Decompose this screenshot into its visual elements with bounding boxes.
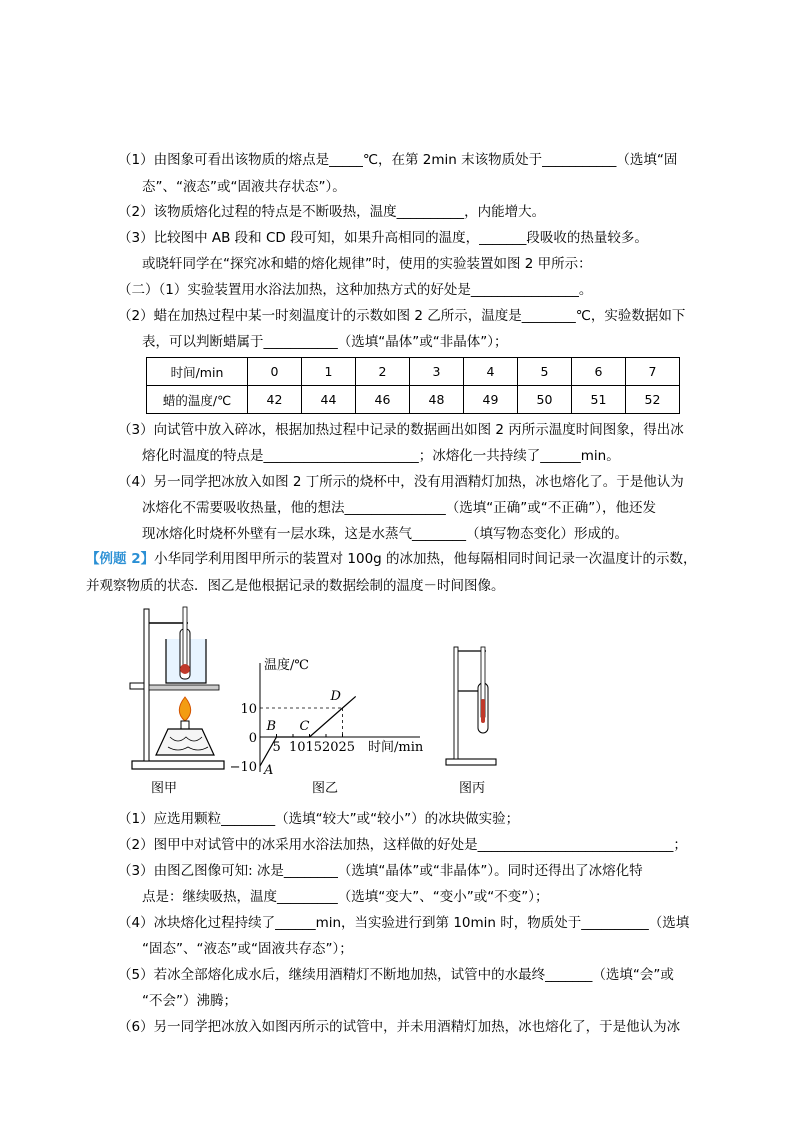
ex2-q4-line2: “固态”、“液态”或“固液共存态”）； xyxy=(142,941,353,957)
stand-base xyxy=(446,759,496,765)
y-tick-label: 0 xyxy=(248,731,257,746)
table-cell: 5 xyxy=(518,358,572,386)
y-tick-labels xyxy=(230,702,257,775)
wire-gauze xyxy=(149,685,219,690)
thermometer xyxy=(183,607,187,667)
table-cell: 4 xyxy=(464,358,518,386)
intro-line: 或晓轩同学在“探究冰和蜡的熔化规律”时，使用的实验装置如图 2 甲所示： xyxy=(142,256,592,272)
table-row xyxy=(147,358,680,386)
example2-text: 小华同学利用图甲所示的装置对 100g 的冰加热，他每隔相同时间记录一次温度计的示数， xyxy=(154,551,697,567)
table-cell: 1 xyxy=(302,358,356,386)
wick xyxy=(181,721,189,729)
p2-q3-line1: （3）向试管中放入碎冰，根据加热过程中记录的数据画出如图 2 丙所示温度时间图象，得出冰 xyxy=(118,422,684,438)
part2-q2-line2: 表，可以判断蜡属于___________（选填“晶体”或“非晶体”）； xyxy=(142,334,508,350)
x-tick-label: 10 xyxy=(289,740,306,755)
ex2-q4-line1: （4）冰块熔化过程持续了______min，当实验进行到第 10min 时，物质处于__________（选填 xyxy=(118,915,690,931)
ex2-q3-line2: 点是：继续吸热，温度_________（选填“变大”、“变小”或“不变”）； xyxy=(142,889,549,905)
ex2-q2-line: （2）图甲中对试管中的冰采用水浴法加热，这样做的好处是_____________________________； xyxy=(118,837,687,853)
caption-jia: 图甲 xyxy=(151,781,178,796)
table-cell: 48 xyxy=(410,386,464,414)
ex2-q3-line1: （3）由图乙图像可知: 冰是________（选填“晶体”或“非晶体”）。同时还得出了冰熔化特 xyxy=(118,863,643,879)
table-cell: 44 xyxy=(302,386,356,414)
temp-header: 蜡的温度/℃ xyxy=(147,386,248,414)
stand-rod xyxy=(454,647,458,759)
ex2-q6-line: （6）另一同学把冰放入如图丙所示的试管中，并未用酒精灯加热，冰也熔化了，于是他认为冰 xyxy=(118,1019,681,1035)
flame xyxy=(179,697,190,721)
example2-line2: 并观察物质的状态．图乙是他根据记录的数据绘制的温度－时间图像。 xyxy=(86,578,505,594)
figure-jia-apparatus xyxy=(128,603,238,775)
y-tick-label: −10 xyxy=(230,760,257,775)
alcohol-lamp xyxy=(156,729,214,755)
point-label-c: C xyxy=(299,719,310,734)
q1-line1: （1）由图象可看出该物质的熔点是_____℃，在第 2min 末该物质处于___________（选填“固 xyxy=(118,152,678,168)
q2-line: （2）该物质熔化过程的特点是不断吸热，温度__________，内能增大。 xyxy=(118,204,546,220)
q3-line: （3）比较图中 AB 段和 CD 段可知，如果升高相同的温度，_______段吸收的热量较多。 xyxy=(118,230,648,246)
wax-data-table xyxy=(146,357,680,414)
p2-q3-line2: 熔化时温度的特点是_______________________；冰熔化一共持续了______min。 xyxy=(142,448,620,464)
x-tick-label: 20 xyxy=(322,740,339,755)
table-cell: 7 xyxy=(626,358,680,386)
stand-rod xyxy=(144,609,149,761)
ex2-q5-line2: “不会”）沸腾； xyxy=(142,993,237,1009)
point-label-a: A xyxy=(264,763,274,778)
y-tick-label: 10 xyxy=(240,702,257,717)
table-cell: 46 xyxy=(356,386,410,414)
example2-line1 xyxy=(86,550,697,568)
figure-bing-apparatus xyxy=(444,643,504,768)
table-cell: 49 xyxy=(464,386,518,414)
stand-base xyxy=(132,761,224,769)
thermometer-bulb xyxy=(481,699,485,723)
example-tag: 【例题 2】 xyxy=(86,551,155,567)
table-cell: 2 xyxy=(356,358,410,386)
table-cell: 51 xyxy=(572,386,626,414)
table-cell: 52 xyxy=(626,386,680,414)
x-axis-label: 时间/min xyxy=(368,740,424,755)
ring-clamp xyxy=(130,683,144,689)
point-label-b: B xyxy=(266,719,277,734)
x-tick-label: 15 xyxy=(305,740,323,755)
part2-q1-line: （二）（1）实验装置用水浴法加热，这种加热方式的好处是________________。 xyxy=(118,282,593,298)
thermometer-bulb xyxy=(180,664,190,674)
table-cell: 6 xyxy=(572,358,626,386)
table-cell: 42 xyxy=(248,386,302,414)
table-cell: 3 xyxy=(410,358,464,386)
ex2-q5-line1: （5）若冰全部熔化成水后，继续用酒精灯不断地加热，试管中的水最终_______（选填“会”或 xyxy=(118,967,674,983)
y-axis-label: 温度/℃ xyxy=(264,658,309,673)
point-label-d: D xyxy=(330,689,341,704)
table-row xyxy=(147,386,680,414)
p2-q4-line3: 现冰熔化时烧杯外壁有一层水珠，这是水蒸气________（填写物态变化）形成的。 xyxy=(142,526,628,542)
x-tick-label: 5 xyxy=(272,740,281,755)
figure-yi-chart xyxy=(230,655,430,780)
p2-q4-line2: 冰熔化不需要吸收热量，他的想法_______________（选填“正确”或“不正确”），他还发 xyxy=(142,500,656,516)
x-tick-label: 25 xyxy=(338,740,356,755)
ex2-q1-line: （1）应选用颗粒________（选填“较大”或“较小”）的冰块做实验； xyxy=(118,811,520,827)
q1-line2: 态”、“液态”或“固液共存状态”）。 xyxy=(142,179,346,195)
caption-bing: 图丙 xyxy=(459,781,486,796)
p2-q4-line1: （4）另一同学把冰放入如图 2 丁所示的烧杯中，没有用酒精灯加热，冰也熔化了。于是他认为 xyxy=(118,474,684,490)
caption-yi: 图乙 xyxy=(312,781,339,796)
time-header: 时间/min xyxy=(147,358,248,386)
part2-q2-line1: （2）蜡在加热过程中某一时刻温度计的示数如图 2 乙所示，温度是________℃，实验数据如下 xyxy=(118,308,686,324)
point-labels xyxy=(263,689,342,778)
table-cell: 0 xyxy=(248,358,302,386)
table-cell: 50 xyxy=(518,386,572,414)
